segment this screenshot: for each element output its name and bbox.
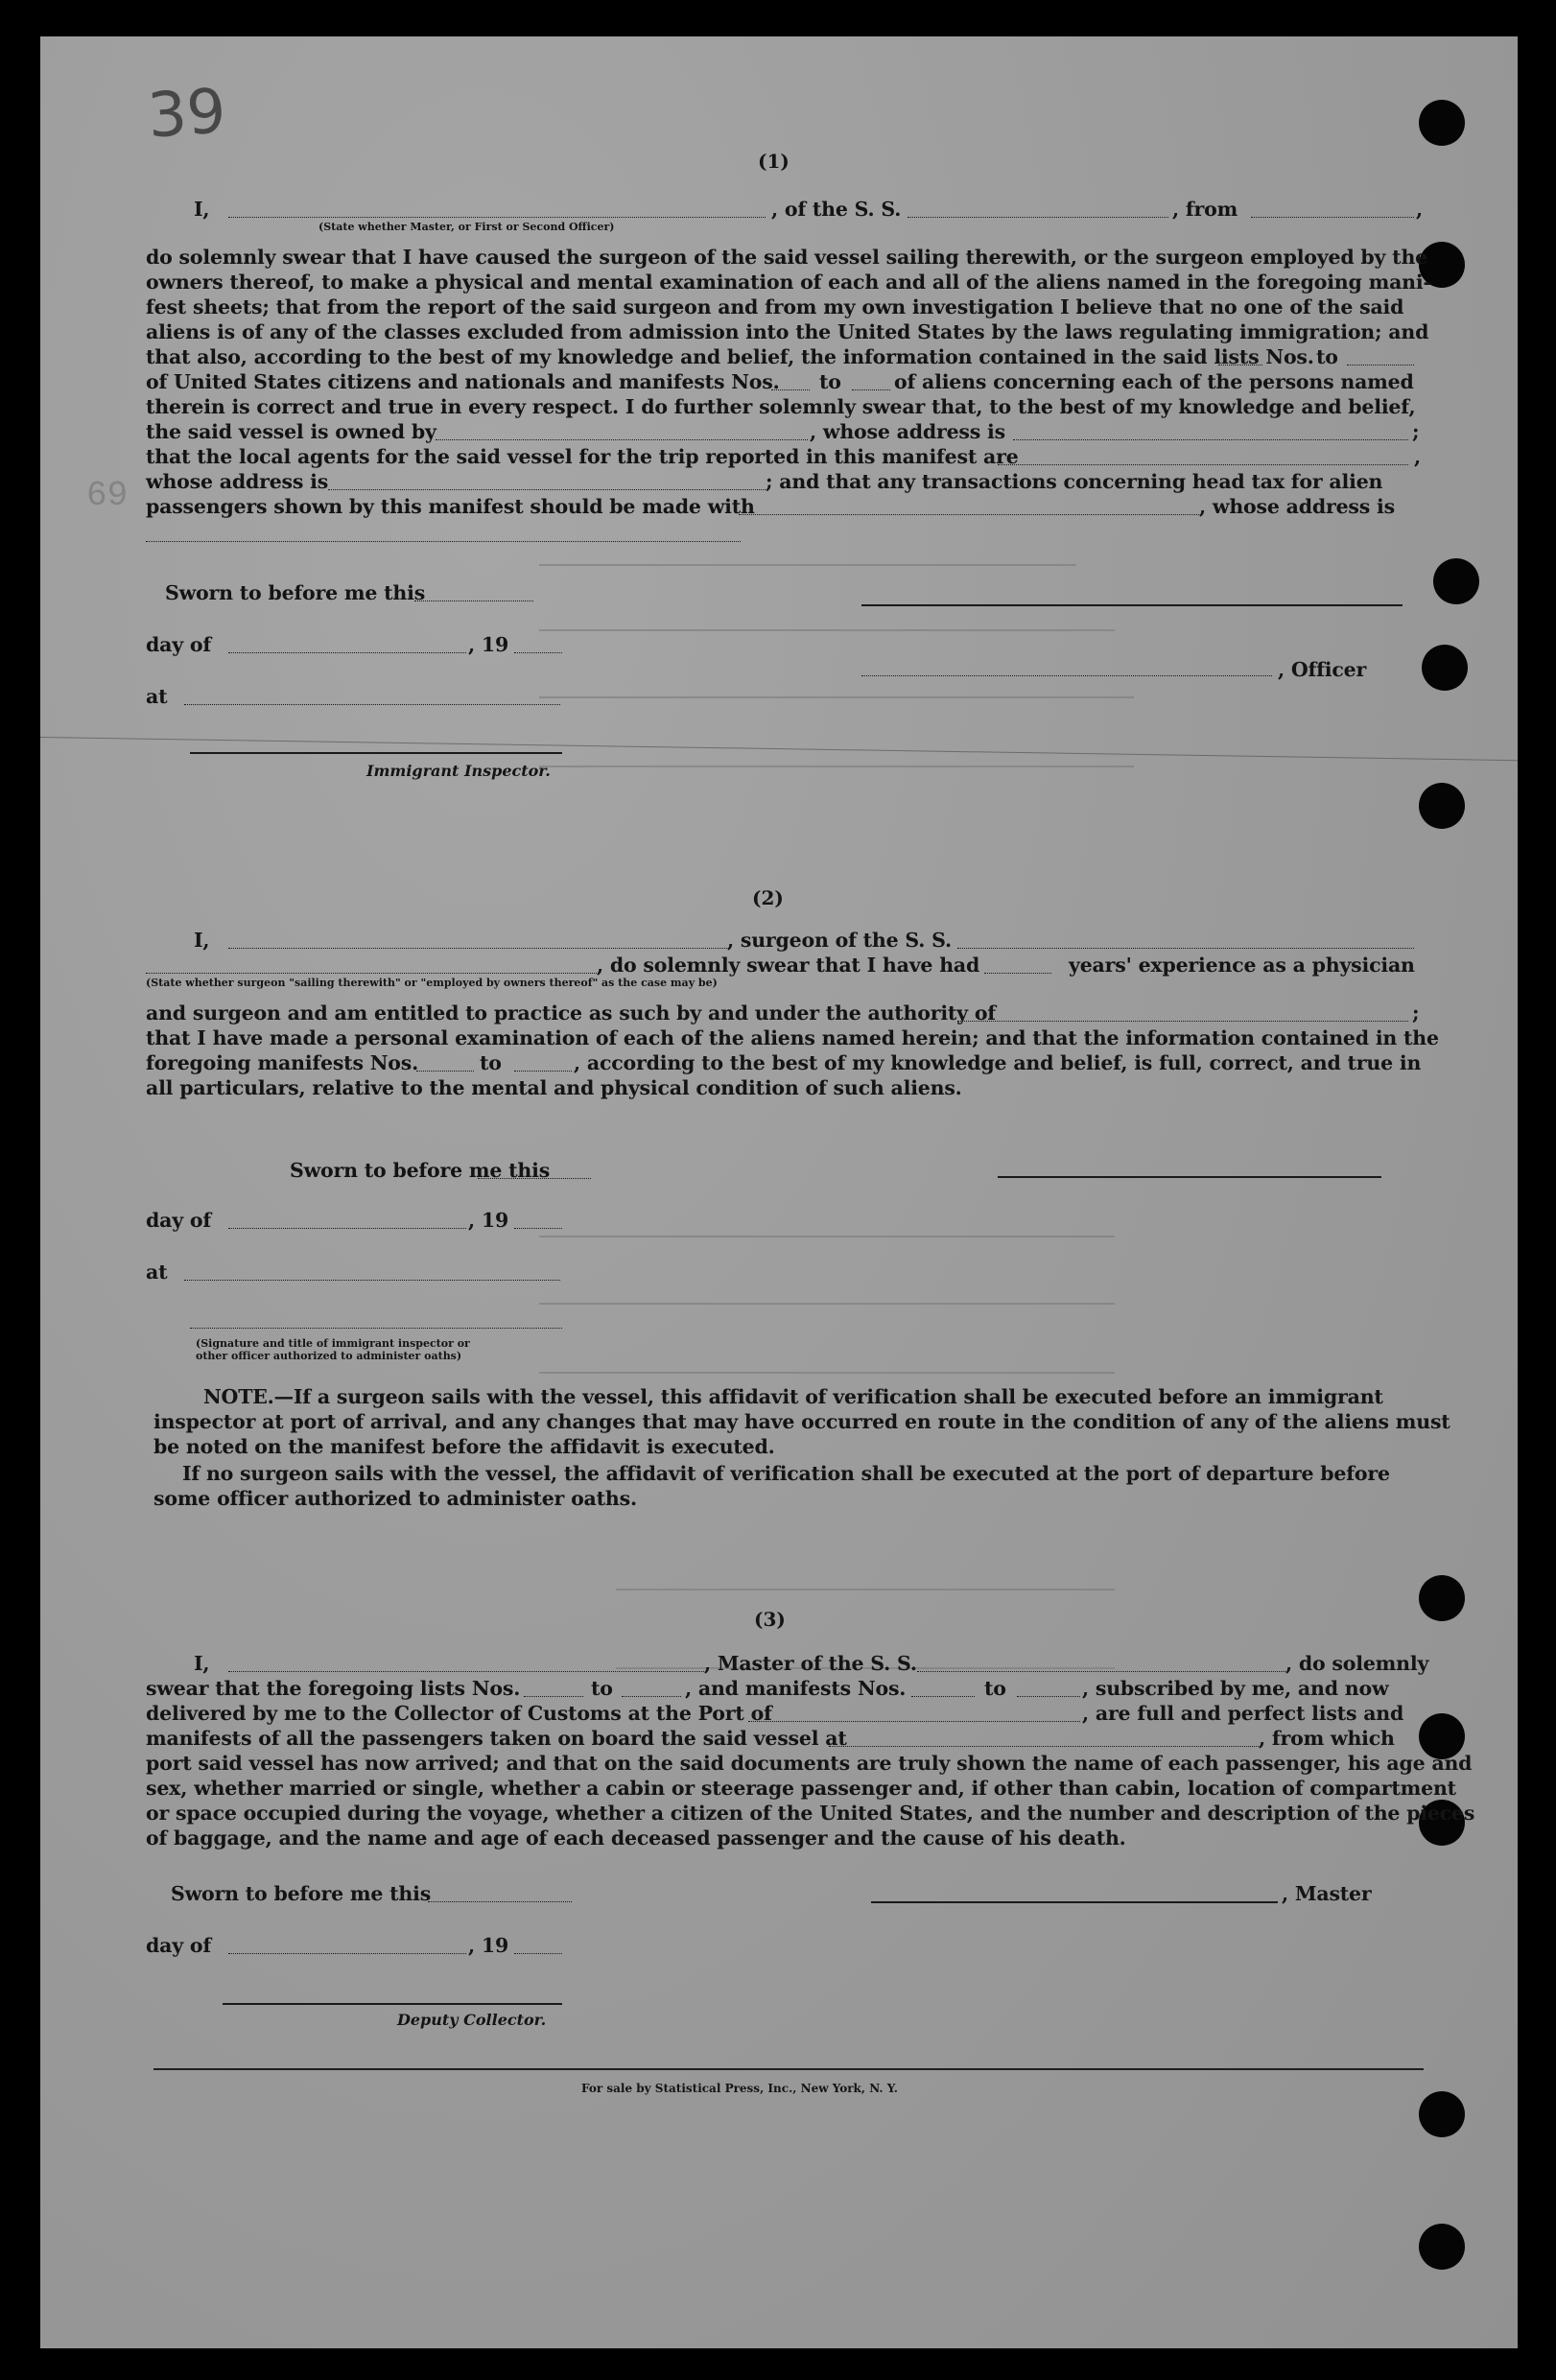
sworn-label: Sworn to before me this — [171, 1882, 432, 1905]
oath-text-line: , are full and perfect lists and — [1082, 1702, 1404, 1725]
bleed-through — [539, 564, 1076, 566]
note-text-line: be noted on the manifest before the affidavit is executed. — [153, 1435, 775, 1458]
bleed-through — [616, 1589, 1115, 1591]
manifests-to-line[interactable] — [852, 389, 890, 390]
inspector-signature-line[interactable] — [190, 752, 562, 754]
oath-text-line: , subscribed by me, and now — [1082, 1677, 1389, 1700]
sworn-date-line[interactable] — [428, 1901, 572, 1902]
year-line[interactable] — [514, 652, 562, 653]
section-1-lead: I, — [194, 198, 210, 221]
bleed-through — [539, 766, 1134, 767]
section-3-number: (3) — [754, 1608, 786, 1631]
surgeon-manifests-to-line[interactable] — [514, 1071, 572, 1072]
oath-text-line: swear that the foregoing lists Nos. — [146, 1677, 521, 1700]
surgeon-status-line[interactable] — [146, 973, 597, 974]
master-label: , Master — [1282, 1882, 1372, 1905]
signature-note: other officer authorized to administer oaths) — [196, 1350, 462, 1362]
oath-text-line: delivered by me to the Collector of Customs at the Port of — [146, 1702, 772, 1725]
oath-text-line: or space occupied during the voyage, whether a citizen of the United States, and the number and description of the pieces — [146, 1802, 1475, 1825]
whose-address-label: , whose address is — [810, 420, 1005, 443]
year-line[interactable] — [514, 1228, 562, 1229]
oath-text-line: that also, according to the best of my knowledge and belief, the information contained in the said lists Nos. — [146, 345, 1314, 368]
oath-text-line: and surgeon and am entitled to practice as such by and under the authority of — [146, 1001, 996, 1025]
officer-label: , Officer — [1278, 658, 1367, 681]
from-label: , from — [1172, 198, 1238, 221]
sworn-label: Sworn to before me this — [165, 581, 426, 604]
section-2-number: (2) — [752, 886, 784, 909]
of-ss-label: , of the S. S. — [771, 198, 902, 221]
oath-text-line: , and manifests Nos. — [685, 1677, 907, 1700]
oath-text-line: , from which — [1259, 1727, 1395, 1750]
oath-text-line: of United States citizens and nationals and manifests Nos. — [146, 370, 780, 393]
oath-text-line: fest sheets; that from the report of the said surgeon and from my own investigation I believe that no one of the said — [146, 295, 1404, 318]
to-label: to — [819, 370, 841, 393]
bleed-through — [539, 1303, 1115, 1305]
master-manifests-to-line[interactable] — [1017, 1696, 1080, 1697]
sworn-label: Sworn to before me this — [290, 1159, 551, 1182]
verifier-signature-line[interactable] — [190, 1328, 562, 1329]
oath-text-line: that the local agents for the said vessel for the trip reported in this manifest are — [146, 445, 1019, 468]
oath-text-line: do solemnly swear that I have caused the surgeon of the said vessel sailing therewith, or the surgeon employed by the — [146, 246, 1427, 269]
bleed-through — [539, 1236, 1115, 1237]
at-line[interactable] — [184, 1280, 560, 1281]
oath-text-line: , do solemnly swear that I have had — [597, 954, 980, 977]
master-vessel-line[interactable] — [917, 1671, 1285, 1672]
master-of-label: , Master of the S. S. — [704, 1652, 917, 1675]
master-manifests-from-line[interactable] — [911, 1696, 975, 1697]
oath-text-line: , according to the best of my knowledge and belief, is full, correct, and true in — [574, 1051, 1422, 1074]
note-text-line: inspector at port of arrival, and any changes that may have occurred en route in the condition of any of the aliens must — [153, 1410, 1450, 1433]
deputy-collector-label: Deputy Collector. — [397, 2011, 547, 2029]
day-of-line[interactable] — [228, 1228, 466, 1229]
surgeon-status-note: (State whether surgeon "sailing therewith" or "employed by owners thereof" as the case may be) — [146, 977, 718, 989]
surgeon-vessel-line[interactable] — [957, 948, 1414, 949]
oath-text-line: of aliens concerning each of the persons named — [894, 370, 1414, 393]
surgeon-manifests-from-line[interactable] — [416, 1071, 474, 1072]
day-of-label: day of — [146, 633, 211, 656]
oath-text-line: years' experience as a physician — [1069, 954, 1415, 977]
authority-line[interactable] — [957, 1021, 1408, 1022]
surgeon-signature-line[interactable] — [998, 1176, 1381, 1178]
punch-hole — [1419, 783, 1465, 829]
immigrant-inspector-label: Immigrant Inspector. — [366, 762, 551, 780]
oath-text-line: foregoing manifests Nos. — [146, 1051, 419, 1074]
section-3-lead: I, — [194, 1652, 210, 1675]
punch-hole — [1419, 2224, 1465, 2270]
agent-address-line[interactable] — [328, 489, 766, 490]
section-1-number: (1) — [758, 150, 790, 173]
surgeon-of-label: , surgeon of the S. S. — [727, 929, 952, 952]
bleed-through — [539, 1372, 1115, 1374]
day-of-label: day of — [146, 1934, 211, 1957]
master-officer-note: (State whether Master, or First or Second Officer) — [318, 221, 615, 233]
oath-text-line: port said vessel has now arrived; and that on the said documents are truly shown the name of each passenger, his age and — [146, 1752, 1473, 1775]
local-agents-line[interactable] — [998, 464, 1408, 465]
punch-hole — [1422, 645, 1468, 691]
at-label: at — [146, 1261, 168, 1284]
note-text-line: some officer authorized to administer oaths. — [153, 1487, 637, 1510]
owner-line[interactable] — [436, 439, 808, 440]
head-tax-contact-line[interactable] — [739, 514, 1199, 515]
punch-hole — [1419, 1575, 1465, 1621]
to-label: to — [591, 1677, 613, 1700]
to-label: to — [480, 1051, 502, 1074]
year-line[interactable] — [514, 1953, 562, 1954]
oath-text-line: all particulars, relative to the mental and physical condition of such aliens. — [146, 1076, 962, 1099]
deputy-signature-line[interactable] — [223, 2003, 562, 2005]
head-tax-label: passengers shown by this manifest should be made with — [146, 495, 755, 518]
at-label: at — [146, 685, 168, 708]
section-2-lead: I, — [194, 929, 210, 952]
day-of-line[interactable] — [228, 652, 466, 653]
master-name-line[interactable] — [228, 1671, 704, 1672]
oath-text-line: that I have made a personal examination of each of the aliens named herein; and that the information contained in the — [146, 1026, 1439, 1049]
note-text-line: NOTE.—If a surgeon sails with the vessel, this affidavit of verification shall be executed before an immigrant — [203, 1385, 1383, 1408]
day-of-label: day of — [146, 1209, 211, 1232]
semicolon: ; — [1412, 420, 1420, 443]
footer-rule — [153, 2068, 1424, 2070]
surgeon-name-line[interactable] — [228, 948, 727, 949]
officer-signature-line[interactable] — [861, 675, 1272, 676]
owned-by-label: the said vessel is owned by — [146, 420, 436, 443]
at-line[interactable] — [184, 704, 560, 705]
paper-crease — [40, 737, 1518, 761]
trailing-comma: , — [1416, 198, 1423, 221]
boarding-port-line[interactable] — [829, 1746, 1259, 1747]
punch-hole — [1433, 558, 1479, 604]
to-label: to — [1316, 345, 1338, 368]
form-page — [40, 36, 1518, 2348]
margin-mark: 69 — [86, 476, 129, 515]
year-label: , 19 — [468, 633, 509, 656]
whose-address-label: , whose address is — [1199, 495, 1395, 518]
sworn-date-line[interactable] — [478, 1178, 591, 1179]
oath-text-line: therein is correct and true in every respect. I do further solemnly swear that, to the best of my knowledge and belief, — [146, 395, 1416, 418]
master-signature-line[interactable] — [871, 1901, 1278, 1903]
port-of-line[interactable] — [748, 1721, 1080, 1722]
year-label: , 19 — [468, 1209, 509, 1232]
oath-text-line: ; and that any transactions concerning head tax for alien — [766, 470, 1383, 493]
oath-text-line: , do solemnly — [1285, 1652, 1429, 1675]
master-lists-from-line[interactable] — [524, 1696, 583, 1697]
manifests-from-line[interactable] — [771, 389, 810, 390]
day-of-line[interactable] — [228, 1953, 466, 1954]
oath-text-line: owners thereof, to make a physical and mental examination of each and all of the aliens named in the foregoing mani- — [146, 271, 1431, 294]
head-tax-address-line[interactable] — [146, 541, 741, 542]
bleed-through — [539, 696, 1134, 698]
oath-text-line: sex, whether married or single, whether a cabin or steerage passenger and, if other than cabin, location of compartment — [146, 1777, 1456, 1800]
oath-text-line: manifests of all the passengers taken on board the said vessel at — [146, 1727, 847, 1750]
signature-line[interactable] — [861, 604, 1403, 606]
oath-text-line: of baggage, and the name and age of each deceased passenger and the cause of his death. — [146, 1826, 1126, 1850]
note-text-line: If no surgeon sails with the vessel, the affidavit of verification shall be executed at the port of departure before — [182, 1462, 1390, 1485]
owner-address-line[interactable] — [1013, 439, 1408, 440]
year-label: , 19 — [468, 1934, 509, 1957]
signature-note: (Signature and title of immigrant inspector or — [196, 1337, 470, 1350]
oath-text-line: aliens is of any of the classes excluded from admission into the United States by the laws regulating immigration; and — [146, 320, 1429, 343]
whose-address-label: whose address is — [146, 470, 329, 493]
to-label: to — [984, 1677, 1006, 1700]
handwritten-page-number: 39 — [145, 76, 228, 153]
printer-credit: For sale by Statistical Press, Inc., New York, N. Y. — [581, 2082, 898, 2095]
years-experience-line[interactable] — [984, 973, 1051, 974]
vessel-name-line[interactable] — [908, 217, 1168, 218]
bleed-through — [539, 629, 1115, 631]
from-port-line[interactable] — [1251, 217, 1414, 218]
master-lists-to-line[interactable] — [622, 1696, 681, 1697]
master-name-line[interactable] — [228, 217, 766, 218]
punch-hole — [1419, 100, 1465, 146]
trailing-comma: , — [1414, 445, 1421, 468]
punch-hole — [1419, 2091, 1465, 2137]
semicolon: ; — [1412, 1001, 1420, 1025]
